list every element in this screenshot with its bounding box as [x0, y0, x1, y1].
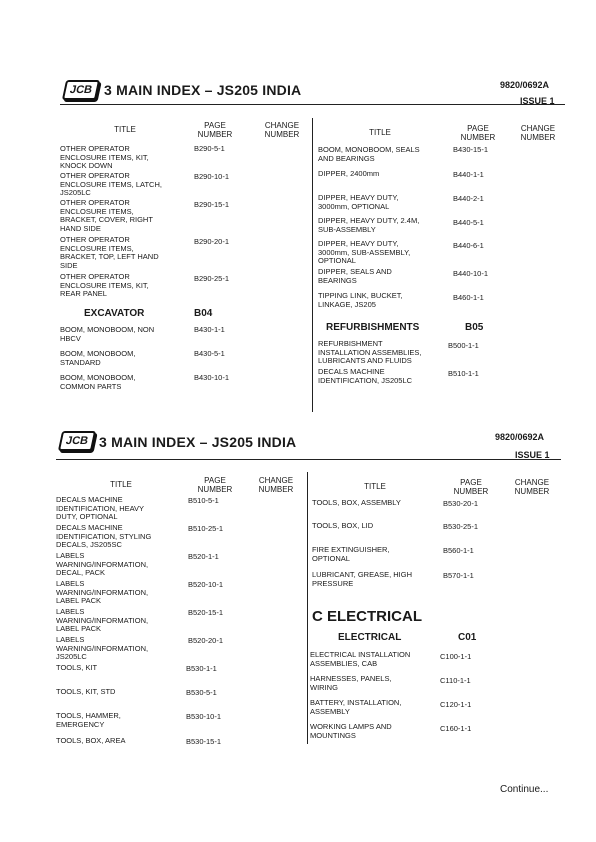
index-row-title: LABELS WARNING/INFORMATION, LABEL PACK — [56, 607, 149, 634]
index-row-page[interactable]: B440-5-1 — [453, 218, 484, 227]
index-row-title: BOOM, MONOBOOM, STANDARD — [60, 349, 136, 367]
index-row-title: LABELS WARNING/INFORMATION, LABEL PACK — [56, 579, 149, 606]
index-row-title: DIPPER, SEALS AND BEARINGS — [318, 267, 392, 285]
index-row-title: OTHER OPERATOR ENCLOSURE ITEMS, BRACKET, TOP, LEFT HAND SIDE — [60, 235, 159, 270]
section-heading: C ELECTRICAL — [312, 608, 422, 625]
index-row-page[interactable]: B290-15-1 — [194, 200, 230, 209]
index-row-title: TOOLS, BOX, AREA — [56, 736, 126, 745]
col-header-change: CHANGE NUMBER — [264, 121, 300, 139]
index-row-title: DECALS MACHINE IDENTIFICATION, JS205LC — [318, 367, 413, 385]
col-header-page-right: PAGE NUMBER — [460, 124, 496, 142]
index-row-page[interactable]: B430-10-1 — [194, 373, 230, 382]
index-row-page[interactable]: B530-20-1 — [443, 499, 479, 508]
col-header-change: CHANGE NUMBER — [258, 476, 294, 494]
index-row-title: WORKING LAMPS AND MOUNTINGS — [310, 722, 392, 740]
jcb-logo-icon: JCB — [62, 80, 100, 100]
subsection-code: B04 — [194, 308, 213, 319]
index-row-page[interactable]: C110-1-1 — [440, 676, 471, 685]
index-row-page[interactable]: B520-15-1 — [188, 608, 224, 617]
index-row-title: LABELS WARNING/INFORMATION, DECAL, PACK — [56, 551, 149, 578]
index-row-page[interactable]: B570-1-1 — [443, 571, 474, 580]
index-row-title: TOOLS, HAMMER, EMERGENCY — [56, 711, 121, 729]
index-row-page[interactable]: B440-2-1 — [453, 194, 484, 203]
index-row-page[interactable]: C100-1-1 — [440, 652, 472, 661]
doc-number: 9820/0692A — [500, 80, 550, 90]
index-row-page[interactable]: B290-10-1 — [194, 172, 230, 181]
index-row-page[interactable]: C120-1-1 — [440, 700, 472, 709]
index-row-title: OTHER OPERATOR ENCLOSURE ITEMS, BRACKET, COVER, RIGHT HAND SIDE — [60, 198, 153, 233]
index-row-page[interactable]: B520-20-1 — [188, 636, 224, 645]
index-row-page[interactable]: B440-6-1 — [453, 241, 484, 250]
jcb-logo-icon: JCB — [58, 431, 96, 451]
index-row-title: BOOM, MONOBOOM, SEALS AND BEARINGS — [318, 145, 420, 163]
index-row-title: DIPPER, HEAVY DUTY, 3000mm, OPTIONAL — [318, 193, 399, 211]
subsection-title: REFURBISHMENTS — [326, 322, 420, 333]
subsection-code: C01 — [458, 632, 477, 643]
index-row-page[interactable]: B530-5-1 — [186, 688, 217, 697]
index-row-title: TOOLS, KIT, STD — [56, 687, 116, 696]
index-row-title: REFURBISHMENT INSTALLATION ASSEMBLIES, LUBRICANTS AND FLUIDS — [318, 339, 422, 366]
index-row-title: BATTERY, INSTALLATION, ASSEMBLY — [310, 698, 402, 716]
index-row-page[interactable]: B290-25-1 — [194, 274, 230, 283]
index-row-title: DIPPER, HEAVY DUTY, 3000mm, SUB-ASSEMBLY, OPTIONAL — [318, 239, 411, 266]
index-row-page[interactable]: B510-1-1 — [448, 369, 479, 378]
index-row-title: DECALS MACHINE IDENTIFICATION, STYLING DECALS, JS205SC — [56, 523, 152, 550]
index-row-title: OTHER OPERATOR ENCLOSURE ITEMS, LATCH, JS205LC — [60, 171, 162, 198]
col-header-title: TITLE — [110, 480, 132, 489]
index-row-page[interactable]: B430-15-1 — [453, 145, 489, 154]
index-row-title: TOOLS, KIT — [56, 663, 98, 672]
issue-label: ISSUE 1 — [520, 96, 555, 106]
index-row-page[interactable]: B440-1-1 — [453, 170, 484, 179]
col-header-title-right: TITLE — [369, 128, 391, 137]
subsection-title: ELECTRICAL — [338, 632, 402, 643]
index-row-title: BOOM, MONOBOOM, NON HBCV — [60, 325, 155, 343]
index-row-page[interactable]: B430-1-1 — [194, 325, 225, 334]
index-row-title: LABELS WARNING/INFORMATION, JS205LC — [56, 635, 149, 662]
index-row-page[interactable]: B530-15-1 — [186, 737, 222, 746]
col-header-title: TITLE — [114, 125, 136, 134]
index-row-page[interactable]: B530-10-1 — [186, 712, 222, 721]
index-row-page[interactable]: C160-1-1 — [440, 724, 472, 733]
index-row-page[interactable]: B560-1-1 — [443, 546, 474, 555]
index-row-title: LUBRICANT, GREASE, HIGH PRESSURE — [312, 570, 413, 588]
index-row-title: TOOLS, BOX, ASSEMBLY — [312, 498, 401, 507]
index-row-page[interactable]: B520-1-1 — [188, 552, 219, 561]
index-row-title: ELECTRICAL INSTALLATION ASSEMBLIES, CAB — [310, 650, 411, 668]
page-title: 3 MAIN INDEX – JS205 INDIA — [99, 434, 297, 450]
col-header-page: PAGE NUMBER — [197, 121, 233, 139]
index-row-title: DIPPER, HEAVY DUTY, 2.4M, SUB-ASSEMBLY — [318, 216, 420, 234]
page-title: 3 MAIN INDEX – JS205 INDIA — [104, 82, 302, 98]
index-row-page[interactable]: B530-25-1 — [443, 522, 479, 531]
index-row-title: BOOM, MONOBOOM, COMMON PARTS — [60, 373, 136, 391]
doc-number: 9820/0692A — [495, 432, 545, 442]
col-header-change-right: CHANGE NUMBER — [514, 478, 550, 496]
col-header-title-right: TITLE — [364, 482, 386, 491]
index-row-page[interactable]: B290-5-1 — [194, 144, 225, 153]
col-header-change-right: CHANGE NUMBER — [520, 124, 556, 142]
continue-label: Continue... — [500, 784, 549, 795]
index-row-title: OTHER OPERATOR ENCLOSURE ITEMS, KIT, REAR PANEL — [60, 272, 149, 299]
index-row-page[interactable]: B460-1-1 — [453, 293, 484, 302]
col-header-page: PAGE NUMBER — [197, 476, 233, 494]
subsection-code: B05 — [465, 322, 484, 333]
column-divider — [307, 472, 308, 744]
subsection-title: EXCAVATOR — [84, 308, 145, 319]
col-header-page-right: PAGE NUMBER — [453, 478, 489, 496]
index-row-page[interactable]: B430-5-1 — [194, 349, 225, 358]
index-row-page[interactable]: B530-1-1 — [186, 664, 217, 673]
index-row-title: HARNESSES, PANELS, WIRING — [310, 674, 392, 692]
issue-label: ISSUE 1 — [515, 450, 550, 460]
index-row-title: DIPPER, 2400mm — [318, 169, 380, 178]
index-row-title: TOOLS, BOX, LID — [312, 521, 374, 530]
index-row-page[interactable]: B440-10-1 — [453, 269, 489, 278]
index-row-page[interactable]: B510-25-1 — [188, 524, 224, 533]
index-row-title: FIRE EXTINGUISHER, OPTIONAL — [312, 545, 390, 563]
index-row-title: DECALS MACHINE IDENTIFICATION, HEAVY DUTY, OPTIONAL — [56, 495, 145, 522]
index-row-page[interactable]: B510-5-1 — [188, 496, 219, 505]
header-rule — [56, 459, 561, 460]
index-row-page[interactable]: B500-1-1 — [448, 341, 479, 350]
index-row-title: OTHER OPERATOR ENCLOSURE ITEMS, KIT, KNOCK DOWN — [60, 144, 149, 171]
index-row-title: TIPPING LINK, BUCKET, LINKAGE, JS205 — [318, 291, 403, 309]
index-row-page[interactable]: B520-10-1 — [188, 580, 224, 589]
index-row-page[interactable]: B290-20-1 — [194, 237, 230, 246]
